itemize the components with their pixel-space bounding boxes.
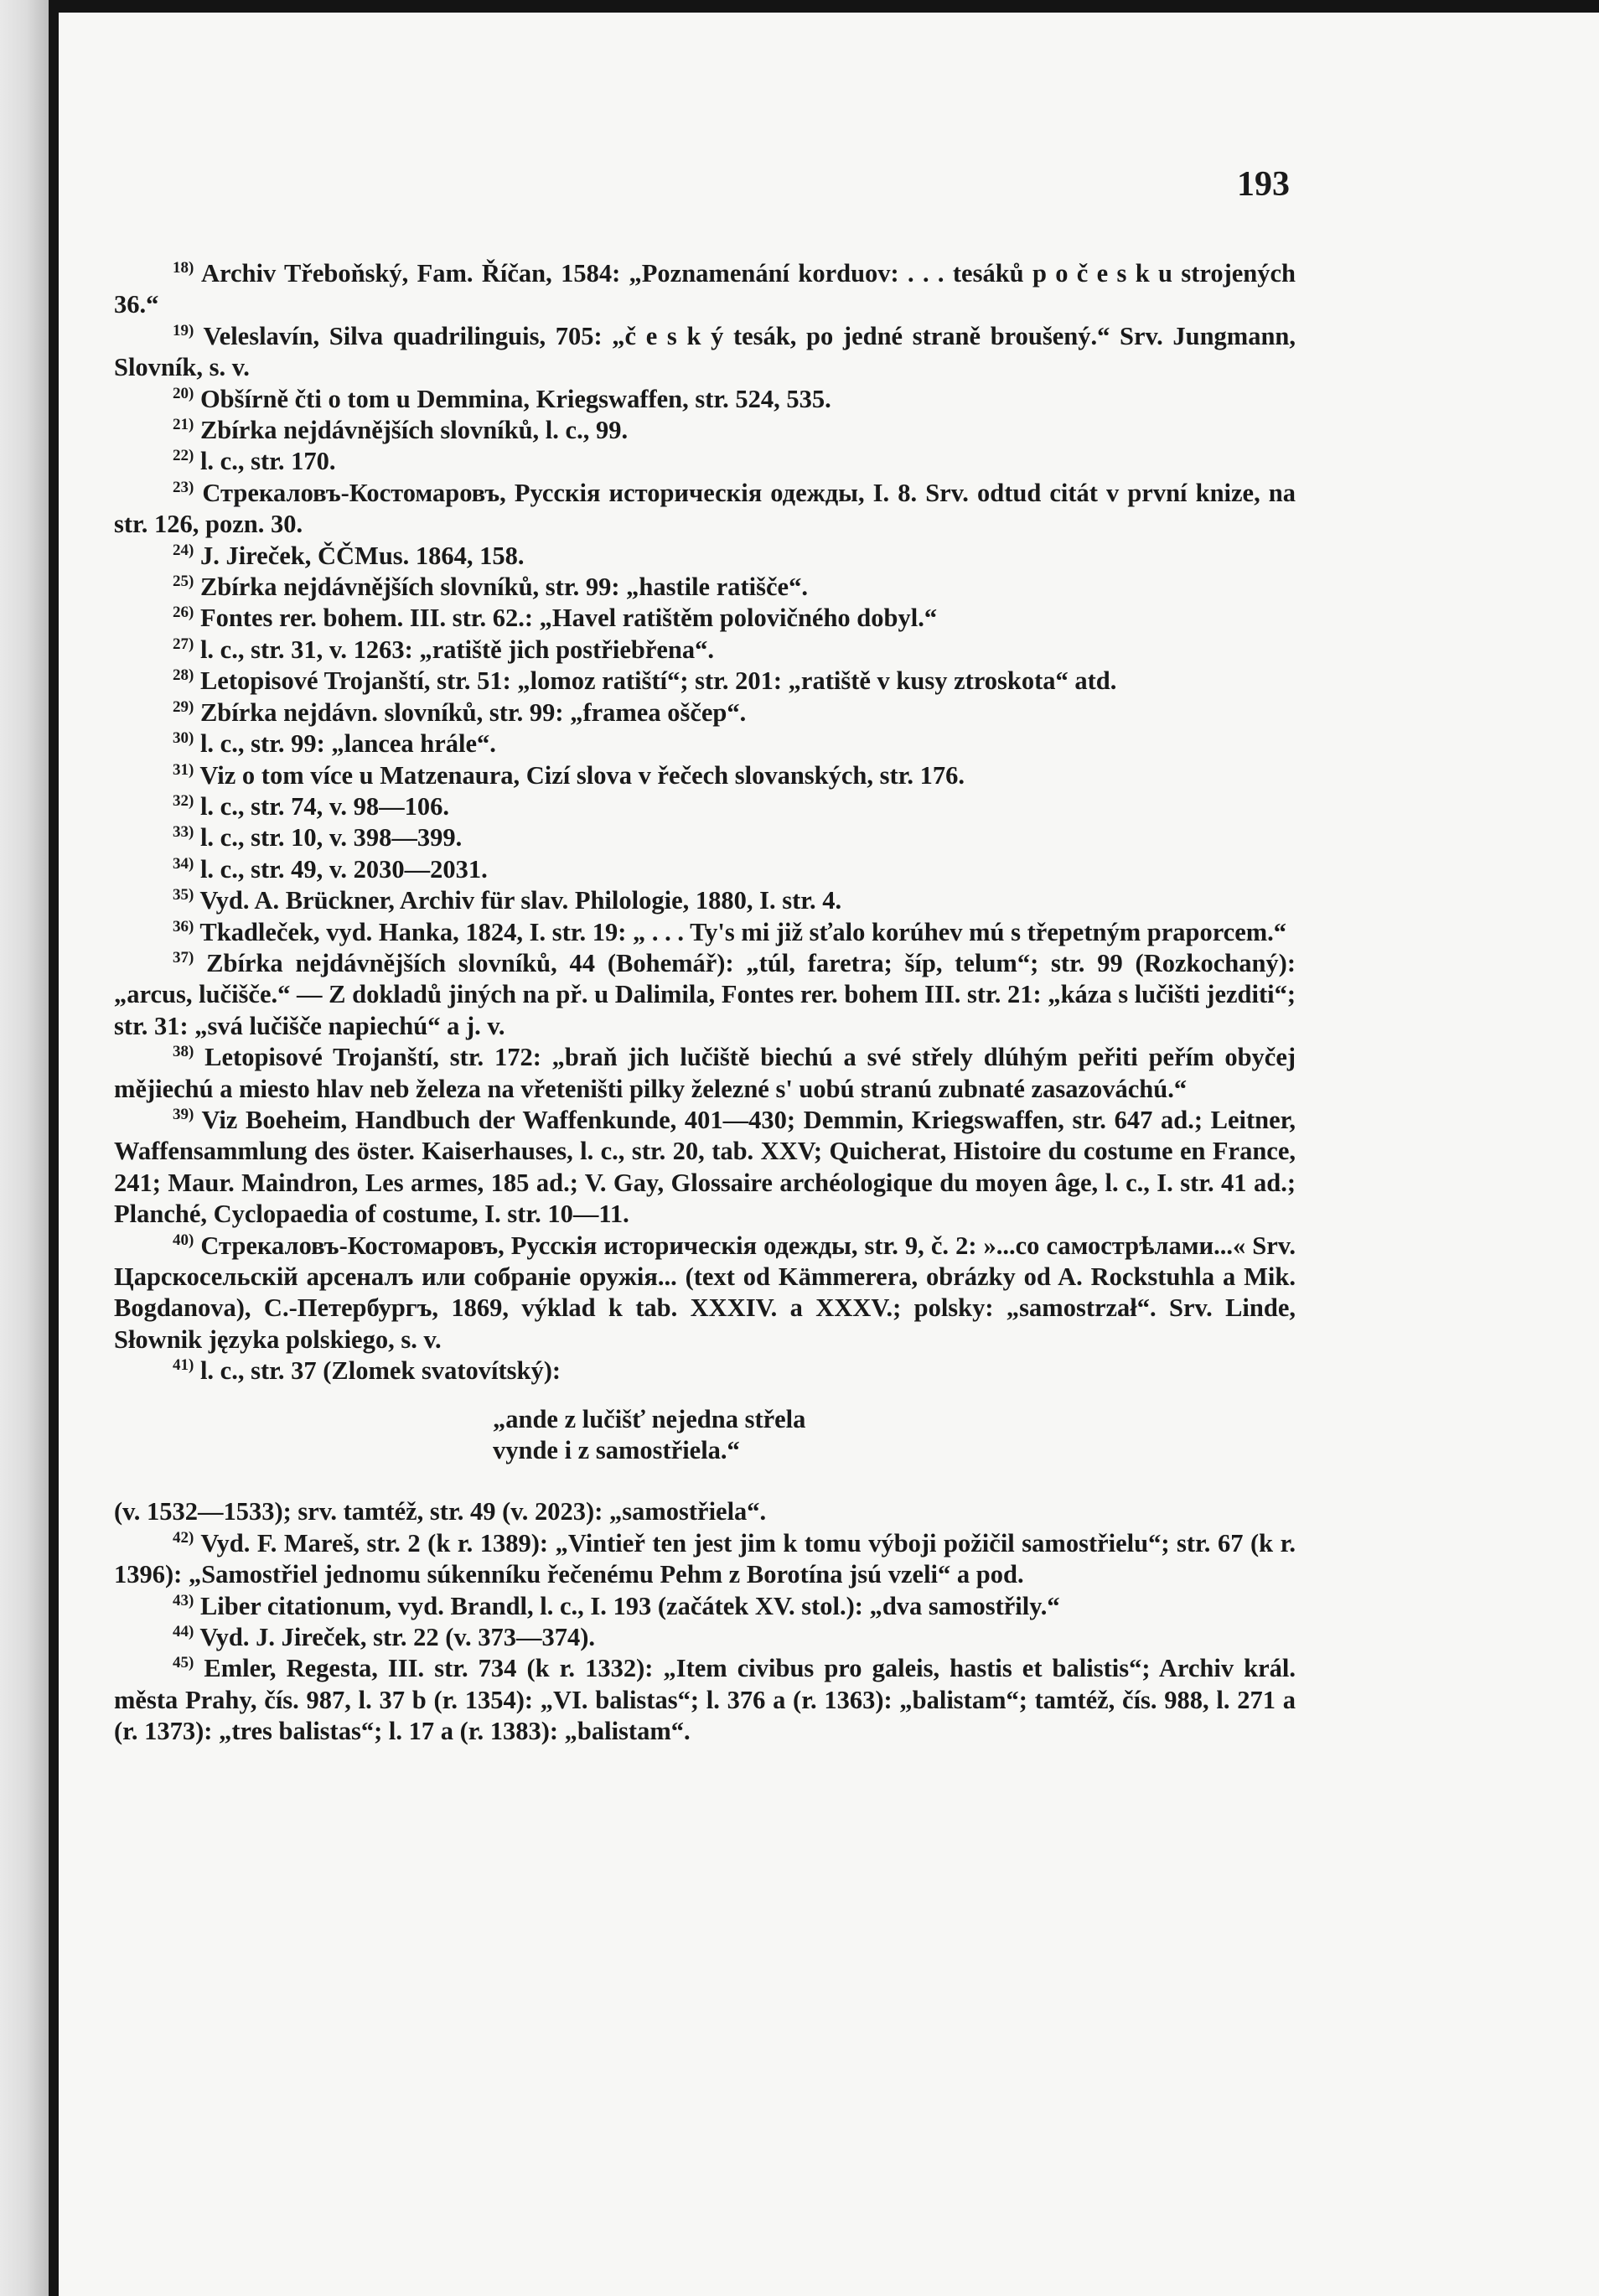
footnote: $^{24)}$ J. Jireček, ČČMus. 1864, 158.	[173, 541, 525, 570]
footnote-text: Emler, Regesta, III. str. 734 (k r. 1332): „Item civibus pro galeis, hastis et balistis“; Archiv král. města Prahy, čís. 987, l. 37 b (r. 1354): „VI. balistas“; l. 376 a (r. 1363): „balistam“; tamtéž, čís. 988, l. 271 a (r. 1373): „tres balistas“; l. 17 a (r. 1383): „balistam“.	[114, 1654, 1296, 1746]
footnote-text: Letopisové Trojanští, str. 172: „braň jich lučiště biechú a své střely dlúhým peřiti peřím obyčej mějiechú a miesto hlav neb železa na vřeteništi pilky železné s' uobú stranú zubnaté zasazováchú.“	[114, 1043, 1296, 1103]
footnote-text: Стрекаловъ-Костомаровъ, Русскія историческія одежды, I. 8. Srv. odtud citát v první knize, na str. 126, pozn. 30.	[114, 478, 1296, 539]
footnote-number: 18	[173, 259, 189, 277]
footnote-text: Letopisové Trojanští, str. 51: „lomoz ratiští“; str. 201: „ratiště v kusy ztroskota“ atd.	[199, 666, 1117, 696]
adjacent-page-edge	[0, 0, 49, 2296]
footnotes	[114, 258, 1296, 1748]
footnote: $^{26)}$ Fontes rer. bohem. III. str. 62.: „Havel ratištěm polovičného dobyl.“	[173, 604, 938, 633]
footnote: $^{29)}$ Zbírka nejdávn. slovníků, str. 99: „framea oščep“.	[173, 697, 747, 727]
footnote-number: 30	[173, 729, 189, 748]
footnote: $^{44)}$ Vyd. J. Jireček, str. 22 (v. 373—374).	[173, 1623, 596, 1652]
footnote: $^{33)}$ l. c., str. 10, v. 398—399.	[173, 823, 463, 853]
footnote-text: Zbírka nejdávnějších slovníků, str. 99: „hastile ratišče“.	[199, 573, 808, 602]
footnote-text: Viz o tom více u Matzenaura, Cizí slova v řečech slovanských, str. 176.	[199, 760, 965, 790]
footnote-number: 31	[173, 760, 189, 779]
quoted-verse	[493, 1404, 1296, 1467]
footnote: $^{23)}$ Стрекаловъ-Костомаровъ, Русскія историческія одежды, I. 8. Srv. odtud citát v první knize, na str. 126, pozn. 30.	[114, 478, 1296, 539]
footnote-number: 42	[173, 1528, 189, 1547]
footnote: $^{30)}$ l. c., str. 99: „lancea hrále“.	[173, 729, 496, 759]
footnote-text: Obšírně čti o tom u Demmina, Kriegswaffen, str. 524, 535.	[199, 384, 831, 413]
footnote-text: Tkadleček, vyd. Hanka, 1824, I. str. 19: „ . . . Ty's mi již sťalo korúhev mú s třepetným praporcem.“	[199, 917, 1287, 946]
verse-source: (v. 1532—1533); srv. tamtéž, str. 49 (v. 2023): „samostřiela“.	[114, 1497, 767, 1526]
footnote-text: Стрекаловъ-Костомаровъ, Русскія историческія одежды, str. 9, č. 2: »...со самострѣлами...« Srv. Царскосельскій арсеналъ или собраніе оружія... (text od Kämmerera, obrázky od A. Rockstuhla a Mik. Bogdanova), С.-Петербургъ, 1869, výklad k tab. XXXIV. a XXXV.; polsky: „samostrzał“. Srv. Linde, Słownik języka polskiego, s. v.	[114, 1231, 1296, 1354]
footnote-number: 38	[173, 1043, 189, 1061]
footnote-text: Viz Boeheim, Handbuch der Waffenkunde, 401—430; Demmin, Kriegswaffen, str. 647 ad.; Leitner, Waffensammlung des öster. Kaiserhauses, l. c., str. 20, tab. XXV; Quicherat, Histoire du costume en France, 241; Maur. Maindron, Les armes, 185 ad.; V. Gay, Glossaire archéologique du moyen âge, l. c., I. str. 41 ad.; Planché, Cyclopaedia of costume, I. str. 10—11.	[114, 1105, 1296, 1229]
page-number: 193	[1237, 165, 1290, 204]
footnote-text: Archiv Třeboňský, Fam. Říčan, 1584: „Poznamenání korduov: . . . tesáků p o č e s k u strojených 36.“	[114, 259, 1296, 319]
footnote-number: 23	[173, 478, 189, 496]
footnote: $^{31)}$ Viz o tom více u Matzenaura, Cizí slova v řečech slovanských, str. 176.	[173, 760, 965, 790]
footnote-text: l. c., str. 170.	[199, 447, 336, 476]
footnote-text: l. c., str. 99: „lancea hrále“.	[199, 729, 496, 759]
footnote-number: 25	[173, 573, 189, 591]
footnote-number: 33	[173, 823, 189, 842]
footnote-number: 40	[173, 1231, 189, 1249]
footnote: $^{36)}$ Tkadleček, vyd. Hanka, 1824, I. str. 19: „ . . . Ty's mi již sťalo korúhev mú s třepetným praporcem.“	[173, 917, 1287, 946]
footnote-text: Liber citationum, vyd. Brandl, l. c., I. 193 (začátek XV. stol.): „dva samostřily.“	[199, 1591, 1060, 1620]
footnote-number: 34	[173, 854, 189, 873]
footnote-text: J. Jireček, ČČMus. 1864, 158.	[199, 541, 525, 570]
footnote: $^{45)}$ Emler, Regesta, III. str. 734 (k r. 1332): „Item civibus pro galeis, hastis et balistis“; Archiv král. města Prahy, čís. 987, l. 37 b (r. 1354): „VI. balistas“; l. 376 a (r. 1363): „balistam“; tamtéž, čís. 988, l. 271 a (r. 1373): „tres balistas“; l. 17 a (r. 1383): „balistam“.	[114, 1654, 1296, 1746]
footnote-number: 29	[173, 697, 189, 716]
footnote: $^{42)}$ Vyd. F. Mareš, str. 2 (k r. 1389): „Vintieř ten jest jim k tomu výboji požičil samostřielu“; str. 67 (k r. 1396): „Samostřiel jednomu súkenníku řečenému Pehm z Borotína jsú vzeli“ a pod.	[114, 1528, 1296, 1589]
footnote-number: 32	[173, 791, 189, 810]
footnote: $^{38)}$ Letopisové Trojanští, str. 172: „braň jich lučiště biechú a své střely dlúhým peřiti peřím obyčej mějiechú a miesto hlav neb železa na vřeteništi pilky železné s' uobú stranú zubnaté zasazováchú.“	[114, 1043, 1296, 1103]
footnote-number: 27	[173, 635, 189, 653]
footnote-number: 19	[173, 321, 189, 339]
footnote-number: 43	[173, 1591, 189, 1609]
footnote-text: Zbírka nejdávnějších slovníků, 44 (Bohemář): „túl, faretra; šíp, telum“; str. 99 (Rozkochaný): „arcus, lučišče.“ — Z dokladů jiných na př. u Dalimila, Fontes rer. bohem III. str. 21: „káza s lučišti jezditi“; str. 31: „svá lučišče napiechú“ a j. v.	[114, 948, 1296, 1040]
footnote-number: 41	[173, 1356, 189, 1375]
footnote: $^{34)}$ l. c., str. 49, v. 2030—2031.	[173, 854, 488, 884]
footnote-number: 36	[173, 917, 189, 936]
verse-line: „ande z lučišť nejedna střela	[493, 1404, 806, 1433]
footnote-text: l. c., str. 31, v. 1263: „ratiště jich postřiebřena“.	[199, 635, 714, 664]
footnote: $^{19)}$ Veleslavín, Silva quadrilinguis, 705: „č e s k ý tesák, po jedné straně broušený.“ Srv. Jungmann, Slovník, s. v.	[114, 321, 1296, 382]
footnote: $^{25)}$ Zbírka nejdávnějších slovníků, str. 99: „hastile ratišče“.	[173, 573, 808, 602]
footnote: $^{18)}$ Archiv Třeboňský, Fam. Říčan, 1584: „Poznamenání korduov: . . . tesáků p o č e s k u strojených 36.“	[114, 259, 1296, 319]
footnote: $^{20)}$ Obšírně čti o tom u Demmina, Kriegswaffen, str. 524, 535.	[173, 384, 831, 413]
footnote-text: Vyd. J. Jireček, str. 22 (v. 373—374).	[199, 1623, 596, 1652]
footnote-number: 45	[173, 1654, 189, 1672]
footnote-number: 28	[173, 666, 189, 685]
footnote-number: 39	[173, 1105, 189, 1123]
footnote-text: l. c., str. 74, v. 98—106.	[199, 791, 450, 821]
footnote: $^{22)}$ l. c., str. 170.	[173, 447, 336, 476]
footnote: $^{35)}$ Vyd. A. Brückner, Archiv für slav. Philologie, 1880, I. str. 4.	[173, 886, 842, 915]
footnote-text: Zbírka nejdávn. slovníků, str. 99: „framea oščep“.	[199, 697, 747, 727]
footnote-number: 22	[173, 447, 189, 465]
footnote: $^{41)}$ l. c., str. 37 (Zlomek svatovítský):	[173, 1356, 561, 1386]
footnote-text: Zbírka nejdávnějších slovníků, l. c., 99.	[199, 416, 629, 445]
footnote: $^{21)}$ Zbírka nejdávnějších slovníků, l. c., 99.	[173, 416, 629, 445]
footnote-text: Fontes rer. bohem. III. str. 62.: „Havel ratištěm polovičného dobyl.“	[199, 604, 938, 633]
footnote-text: l. c., str. 49, v. 2030—2031.	[199, 854, 488, 884]
footnote-number: 24	[173, 541, 189, 559]
footnote-text: Veleslavín, Silva quadrilinguis, 705: „č e s k ý tesák, po jedné straně broušený.“ Srv. Jungmann, Slovník, s. v.	[114, 321, 1296, 382]
footnote-number: 35	[173, 886, 189, 904]
footnote: $^{39)}$ Viz Boeheim, Handbuch der Waffenkunde, 401—430; Demmin, Kriegswaffen, str. 647 ad.; Leitner, Waffensammlung des öster. Kaiserhauses, l. c., str. 20, tab. XXV; Quicherat, Histoire du costume en France, 241; Maur. Maindron, Les armes, 185 ad.; V. Gay, Glossaire archéologique du moyen âge, l. c., I. str. 41 ad.; Planché, Cyclopaedia of costume, I. str. 10—11.	[114, 1105, 1296, 1229]
footnote-number: 20	[173, 384, 189, 402]
footnote-number: 37	[173, 948, 189, 967]
footnote: $^{37)}$ Zbírka nejdávnějších slovníků, 44 (Bohemář): „túl, faretra; šíp, telum“; str. 99 (Rozkochaný): „arcus, lučišče.“ — Z dokladů jiných na př. u Dalimila, Fontes rer. bohem III. str. 21: „káza s lučišti jezditi“; str. 31: „svá lučišče napiechú“ a j. v.	[114, 948, 1296, 1040]
footnote-text: l. c., str. 37 (Zlomek svatovítský):	[199, 1356, 561, 1386]
footnote-text: l. c., str. 10, v. 398—399.	[199, 823, 463, 853]
footnote-number: 44	[173, 1623, 189, 1641]
footnote: $^{32)}$ l. c., str. 74, v. 98—106.	[173, 791, 450, 821]
verse-line: vynde i z samostřiela.“	[493, 1436, 740, 1465]
footnote: $^{28)}$ Letopisové Trojanští, str. 51: „lomoz ratiští“; str. 201: „ratiště v kusy ztroskota“ atd.	[173, 666, 1117, 696]
footnote-number: 26	[173, 604, 189, 622]
footnote: $^{43)}$ Liber citationum, vyd. Brandl, l. c., I. 193 (začátek XV. stol.): „dva samostřily.“	[173, 1591, 1060, 1620]
footnote-text: Vyd. F. Mareš, str. 2 (k r. 1389): „Vintieř ten jest jim k tomu výboji požičil samostřielu“; str. 67 (k r. 1396): „Samostřiel jednomu súkenníku řečenému Pehm z Borotína jsú vzeli“ a pod.	[114, 1528, 1296, 1589]
footnote-number: 21	[173, 416, 189, 434]
footnote-text: Vyd. A. Brückner, Archiv für slav. Philologie, 1880, I. str. 4.	[199, 886, 842, 915]
footnote: $^{40)}$ Стрекаловъ-Костомаровъ, Русскія историческія одежды, str. 9, č. 2: »...со самострѣлами...« Srv. Царскосельскій арсеналъ или собраніе оружія... (text od Kämmerera, obrázky od A. Rockstuhla a Mik. Bogdanova), С.-Петербургъ, 1869, výklad k tab. XXXIV. a XXXV.; polsky: „samostrzał“. Srv. Linde, Słownik języka polskiego, s. v.	[114, 1231, 1296, 1354]
footnote: $^{27)}$ l. c., str. 31, v. 1263: „ratiště jich postřiebřena“.	[173, 635, 714, 664]
